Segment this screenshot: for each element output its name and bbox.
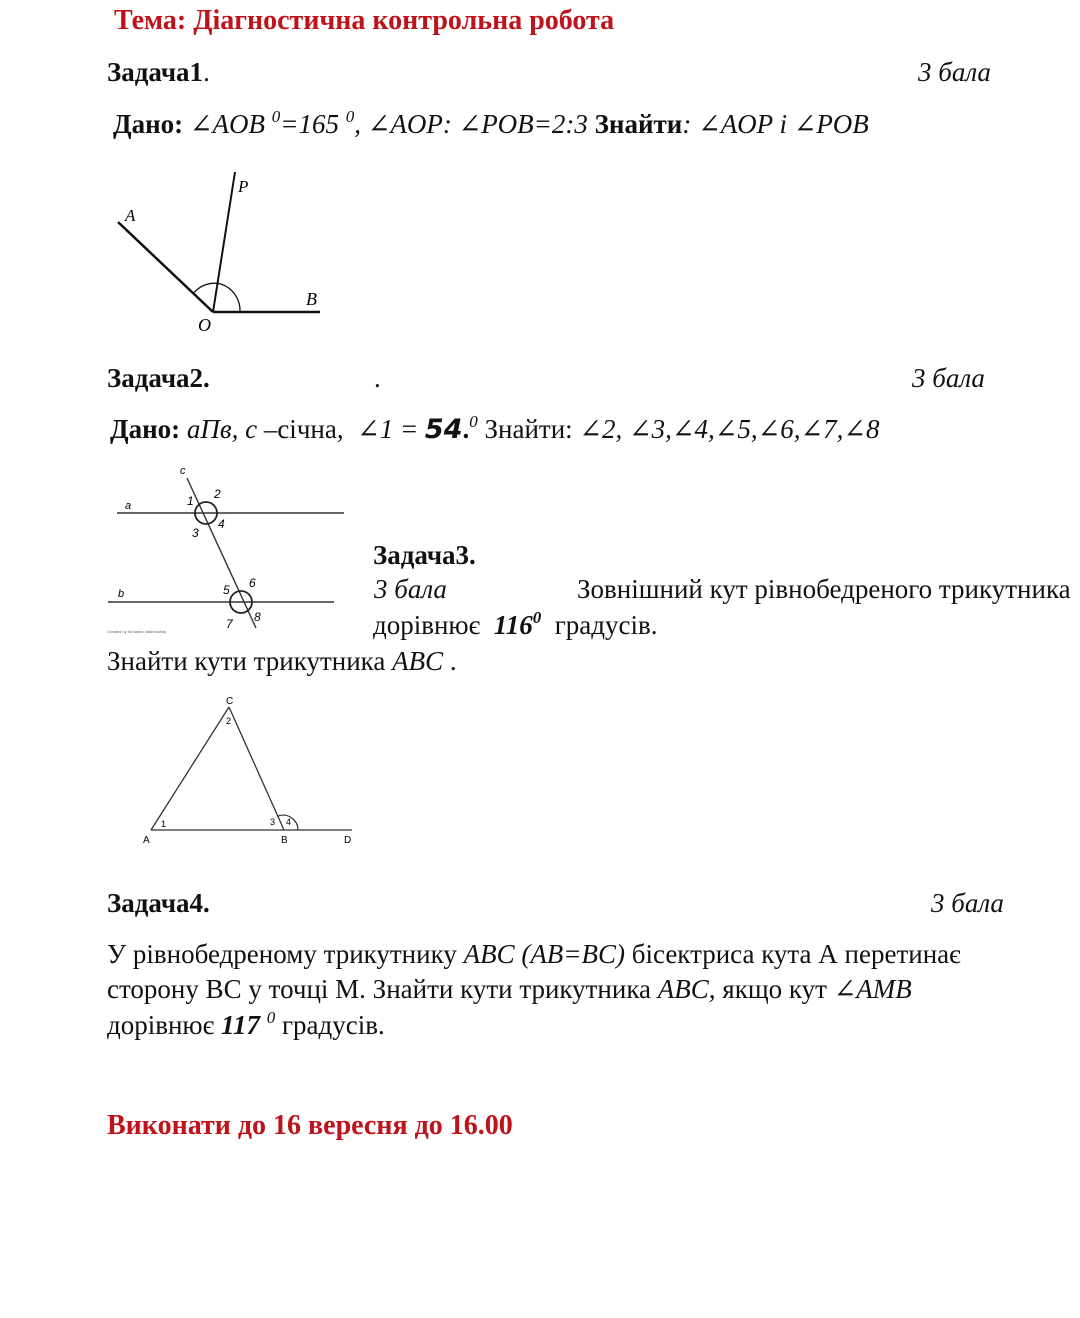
task1-points: 3 бала xyxy=(918,57,991,87)
task2-secant: –січна, xyxy=(257,414,344,444)
task2-deg: 0 xyxy=(469,412,478,431)
task2-title: Задача2. xyxy=(107,363,210,393)
point-d: D xyxy=(344,835,352,846)
task1-find-text: : ∠AOP і ∠POB xyxy=(682,109,869,139)
task1-angle-aob: ∠AOB xyxy=(189,109,265,139)
task1-title-dot: . xyxy=(203,57,210,87)
side-ac xyxy=(151,707,232,830)
task4-l3-c: градусів. xyxy=(275,1010,385,1040)
label-p: P xyxy=(238,177,249,196)
task4-l3-a: дорівнює xyxy=(107,1010,221,1040)
label-b: B xyxy=(306,289,317,309)
task1-ratio: , ∠AOP: ∠POB=2:3 xyxy=(354,109,588,139)
task4-value: 117 xyxy=(220,1010,260,1040)
figure-credit: Created by Kirnasha Valdmokhay xyxy=(107,629,167,634)
angle-num-2: 2 xyxy=(214,487,221,501)
task1-given-label: Дано: xyxy=(113,109,184,139)
task3-value: 116 xyxy=(493,610,533,640)
task1-eq-165: =165 xyxy=(280,109,339,139)
task4-title: Задача4. xyxy=(107,888,210,918)
angle-num-4: 4 xyxy=(286,817,292,827)
task4-l2-c: якщо кут xyxy=(715,974,834,1004)
task4-line-2 xyxy=(107,974,912,1005)
task3-points: 3 бала xyxy=(374,574,447,604)
task2-value: 54 xyxy=(424,414,463,445)
deadline-note: Виконати до 16 вересня до 16.00 xyxy=(107,1110,513,1141)
angle-num-6: 6 xyxy=(249,576,256,590)
task3-text-c: градусів. xyxy=(554,610,658,640)
task2-find: Знайти: xyxy=(477,414,580,444)
side-cb xyxy=(229,707,284,830)
task4-l1-b: ABC (AB=BC) xyxy=(463,939,626,969)
task2-lines: aПв, c xyxy=(186,414,258,444)
label-a: a xyxy=(125,500,132,512)
task4-l1-c: бісектриса кута А перетинає xyxy=(625,939,961,969)
task1-deg-1: 0 xyxy=(271,107,281,126)
task2-points: 3 бала xyxy=(912,363,985,393)
task2-find-angles: ∠2, ∠3,∠4,∠5,∠6,∠7,∠8 xyxy=(579,414,880,444)
task4-l1-a: У рівнобедреному трикутнику xyxy=(107,939,464,969)
task4-l2-b: ABC, xyxy=(657,974,716,1004)
task4-line-3 xyxy=(107,1010,385,1041)
angle-num-4: 4 xyxy=(218,517,225,531)
task3-text-a: Зовнішний кут рівнобедреного трикутника xyxy=(577,574,1071,604)
task3-find-end: . xyxy=(443,646,457,676)
vertex-a: A xyxy=(143,835,150,846)
task3-title: Задача3. xyxy=(373,540,476,570)
task2-stray-dot: . xyxy=(374,363,381,393)
angle-num-3: 3 xyxy=(270,817,276,827)
angle-num-5: 5 xyxy=(223,583,230,597)
vertex-b: B xyxy=(281,835,288,846)
angle-num-8: 8 xyxy=(254,610,261,624)
label-a: A xyxy=(125,206,136,225)
label-o: O xyxy=(198,315,211,335)
task3-text-b: дорівнює xyxy=(373,610,481,640)
task1-find-label: Знайти xyxy=(594,109,683,139)
task3-deg: 0 xyxy=(532,608,542,627)
page-title: Тема: Діагностична контрольна робота xyxy=(114,5,615,36)
angle-num-3: 3 xyxy=(192,526,199,540)
task4-deg: 0 xyxy=(266,1008,276,1027)
angle-num-7: 7 xyxy=(226,617,233,631)
task4-points: 3 бала xyxy=(931,888,1004,918)
label-b: b xyxy=(118,588,125,600)
task3-find-text: Знайти кути трикутника xyxy=(107,646,393,676)
task4-l2-d: ∠AMB xyxy=(833,974,912,1004)
angle-num-2: 2 xyxy=(226,716,232,726)
task3-find-abc: ABC xyxy=(392,646,444,676)
task4-line-1 xyxy=(107,939,961,970)
label-c: c xyxy=(180,465,186,477)
task4-l2-a: сторону ВС у точці М. Знайти кути трикутника xyxy=(107,974,658,1004)
task2-angle1: ∠1 = xyxy=(357,414,425,444)
task2-dot: . xyxy=(462,414,470,444)
vertex-c: C xyxy=(226,696,234,707)
task2-given-label: Дано: xyxy=(110,414,181,444)
task1-deg-2: 0 xyxy=(345,107,355,126)
angle-num-1: 1 xyxy=(187,494,194,508)
task1-title: Задача1 xyxy=(107,57,204,87)
angle-num-1: 1 xyxy=(161,819,167,829)
